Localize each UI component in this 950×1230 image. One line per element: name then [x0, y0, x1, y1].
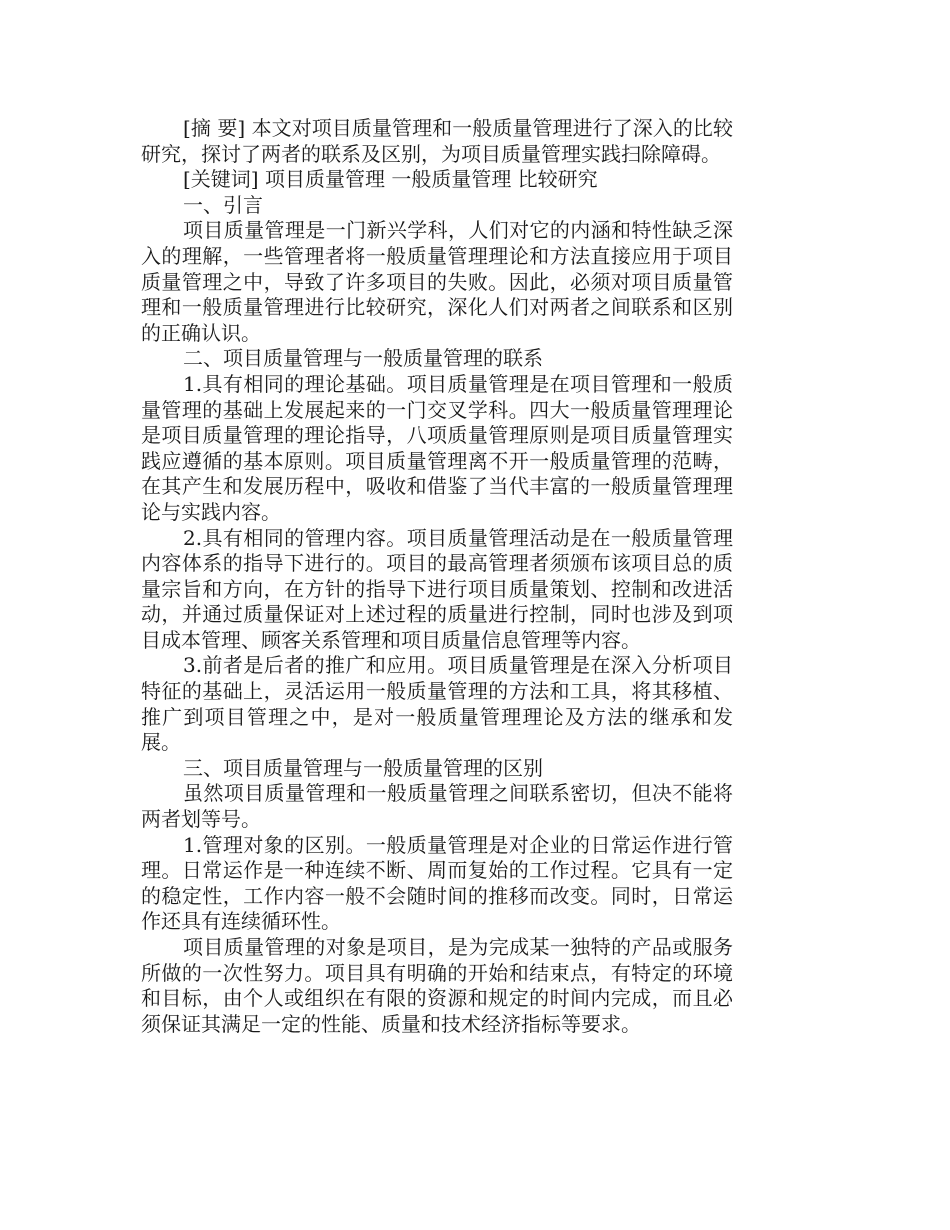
section-heading-relations: 二、项目质量管理与一般质量管理的联系 [183, 346, 543, 371]
body-paragraph: 虽然项目质量管理和一般质量管理之间联系密切，但决不能将两者划等号。 [141, 781, 733, 832]
body-paragraph: 1.管理对象的区别。一般质量管理是对企业的日常运作进行管理。日常运作是一种连续不断、周而复始的工作过程。它具有一定的稳定性，工作内容一般不会随时间的推移而改变。同时，日常运作还具有连续循环性。 [141, 832, 733, 934]
body-paragraph: 3.前者是后者的推广和应用。项目质量管理是在深入分析项目特征的基础上，灵活运用一般质量管理的方法和工具，将其移植、推广到项目管理之中，是对一般质量管理理论及方法的继承和发展。 [141, 653, 733, 755]
abstract-paragraph: [摘 要] 本文对项目质量管理和一般质量管理进行了深入的比较研究，探讨了两者的联系及区别，为项目质量管理实践扫除障碍。 [141, 116, 733, 166]
body-paragraph: 2.具有相同的管理内容。项目质量管理活动是在一般质量管理内容体系的指导下进行的。项目的最高管理者须颁布该项目总的质量宗旨和方向，在方针的指导下进行项目质量策划、控制和改进活动，并通过质量保证对上述过程的质量进行控制，同时也涉及到项目成本管理、顾客关系管理和项目质量信息管理等内容。 [141, 525, 733, 652]
body-paragraph: 项目质量管理的对象是项目，是为完成某一独特的产品或服务所做的一次性努力。项目具有明确的开始和结束点，有特定的环境和目标，由个人或组织在有限的资源和规定的时间内完成，而且必须保证其满足一定的性能、质量和技术经济指标等要求。 [141, 935, 733, 1036]
body-paragraph: 1.具有相同的理论基础。项目质量管理是在项目管理和一般质量管理的基础上发展起来的一门交叉学科。四大一般质量管理理论是项目质量管理的理论指导，八项质量管理原则是项目质量管理实践应遵循的基本原则。项目质量管理离不开一般质量管理的范畴，在其产生和发展历程中，吸收和借鉴了当代丰富的一般质量管理理论与实践内容。 [141, 371, 733, 524]
body-paragraph: 项目质量管理是一门新兴学科，人们对它的内涵和特性缺乏深入的理解，一些管理者将一般质量管理理论和方法直接应用于项目质量管理之中，导致了许多项目的失败。因此，必须对项目质量管理和一般质量管理进行比较研究，深化人们对两者之间联系和区别的正确认识。 [141, 218, 733, 345]
document-body [141, 116, 733, 1037]
keywords-paragraph: [关键词] 项目质量管理 一般质量管理 比较研究 [183, 167, 598, 192]
section-heading-differences: 三、项目质量管理与一般质量管理的区别 [183, 755, 543, 780]
section-heading-intro: 一、引言 [183, 192, 263, 217]
